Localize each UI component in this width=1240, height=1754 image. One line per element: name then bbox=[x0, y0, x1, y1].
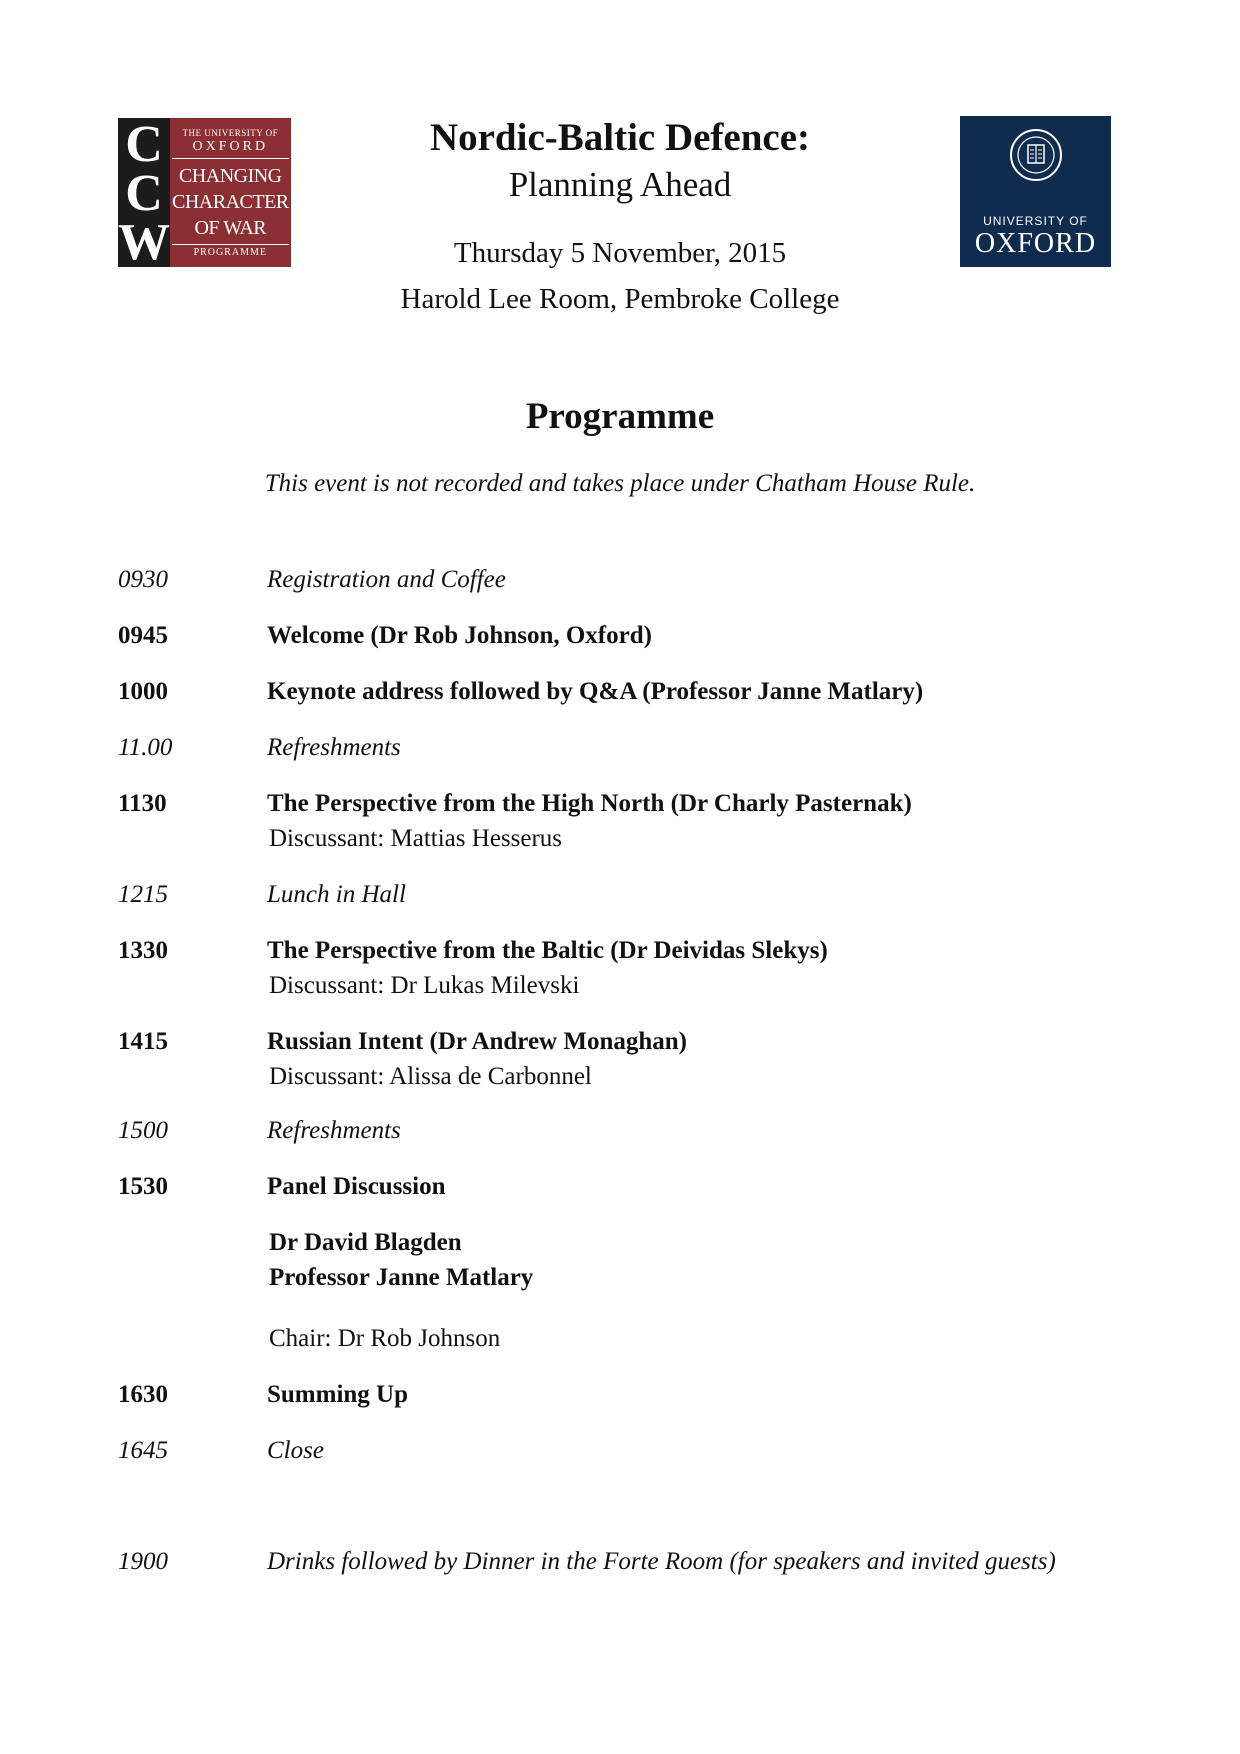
ccw-panel bbox=[170, 118, 291, 267]
ccw-line-university: THE UNIVERSITY OF bbox=[182, 127, 279, 138]
row-discussant: Discussant: Alissa de Carbonnel bbox=[269, 1063, 592, 1090]
row-time: 1000 bbox=[118, 678, 168, 705]
row-time: 1215 bbox=[118, 881, 168, 908]
document-title: Nordic-Baltic Defence: bbox=[429, 116, 811, 159]
row-time: 1500 bbox=[118, 1117, 168, 1144]
row-time: 1530 bbox=[118, 1173, 168, 1200]
row-content bbox=[267, 933, 1117, 1003]
panelist-name: Professor Janne Matlary bbox=[269, 1264, 534, 1291]
row-title: Summing Up bbox=[267, 1381, 409, 1408]
ccw-line-ofwar: OF WAR bbox=[194, 216, 267, 239]
row-title: The Perspective from the Baltic (Dr Deividas Slekys) bbox=[267, 937, 828, 964]
row-title: Drinks followed by Dinner in the Forte Room (for speakers and invited guests) bbox=[267, 1548, 1056, 1575]
row-time: 1645 bbox=[118, 1437, 168, 1464]
document-subtitle: Planning Ahead bbox=[508, 165, 732, 204]
row-title: Close bbox=[267, 1437, 324, 1464]
event-date: Thursday 5 November, 2015 bbox=[453, 237, 787, 269]
oxford-logo bbox=[960, 116, 1111, 267]
ccw-line-character: CHARACTER bbox=[172, 190, 289, 213]
ccw-letter-c2: C bbox=[125, 165, 163, 222]
row-title: Refreshments bbox=[267, 1117, 401, 1144]
panel-members bbox=[269, 1225, 533, 1295]
event-venue: Harold Lee Room, Pembroke College bbox=[400, 283, 840, 315]
row-title: Refreshments bbox=[267, 734, 401, 761]
panel-chair: Chair: Dr Rob Johnson bbox=[269, 1325, 501, 1352]
panelist-name: Dr David Blagden bbox=[269, 1229, 462, 1256]
row-discussant: Discussant: Mattias Hesserus bbox=[269, 825, 563, 852]
programme-heading: Programme bbox=[525, 396, 715, 437]
oxford-university-of: UNIVERSITY OF bbox=[983, 214, 1088, 228]
row-time: 0945 bbox=[118, 622, 168, 649]
row-time: 11.00 bbox=[118, 734, 173, 761]
row-time: 0930 bbox=[118, 566, 168, 593]
row-title: Registration and Coffee bbox=[267, 566, 506, 593]
ccw-letter-c1: C bbox=[125, 116, 163, 173]
ccw-logo bbox=[118, 116, 289, 271]
ccw-line-changing: CHANGING bbox=[178, 164, 282, 187]
row-title: Keynote address followed by Q&A (Professor Janne Matlary) bbox=[267, 678, 924, 705]
row-title: Welcome (Dr Rob Johnson, Oxford) bbox=[267, 622, 652, 649]
ccw-letters bbox=[118, 116, 170, 271]
row-time: 1130 bbox=[118, 790, 167, 817]
ccw-letter-w: W bbox=[118, 214, 170, 271]
row-discussant: Discussant: Dr Lukas Milevski bbox=[269, 972, 580, 999]
oxford-name: OXFORD bbox=[974, 228, 1097, 259]
ccw-line-programme: PROGRAMME bbox=[172, 244, 289, 258]
row-time: 1415 bbox=[118, 1028, 168, 1055]
row-title: Russian Intent (Dr Andrew Monaghan) bbox=[267, 1028, 687, 1055]
ccw-line-oxford: OXFORD bbox=[172, 139, 289, 159]
row-content bbox=[267, 786, 1117, 856]
row-content bbox=[267, 1024, 1117, 1094]
chatham-house-note: This event is not recorded and takes place under Chatham House Rule. bbox=[264, 470, 976, 497]
row-time: 1330 bbox=[118, 937, 168, 964]
row-time: 1900 bbox=[118, 1548, 168, 1575]
oxford-crest-icon bbox=[1009, 128, 1063, 182]
row-title: The Perspective from the High North (Dr Charly Pasternak) bbox=[267, 790, 912, 817]
row-title: Lunch in Hall bbox=[267, 881, 406, 908]
row-time: 1630 bbox=[118, 1381, 168, 1408]
row-title: Panel Discussion bbox=[267, 1173, 446, 1200]
